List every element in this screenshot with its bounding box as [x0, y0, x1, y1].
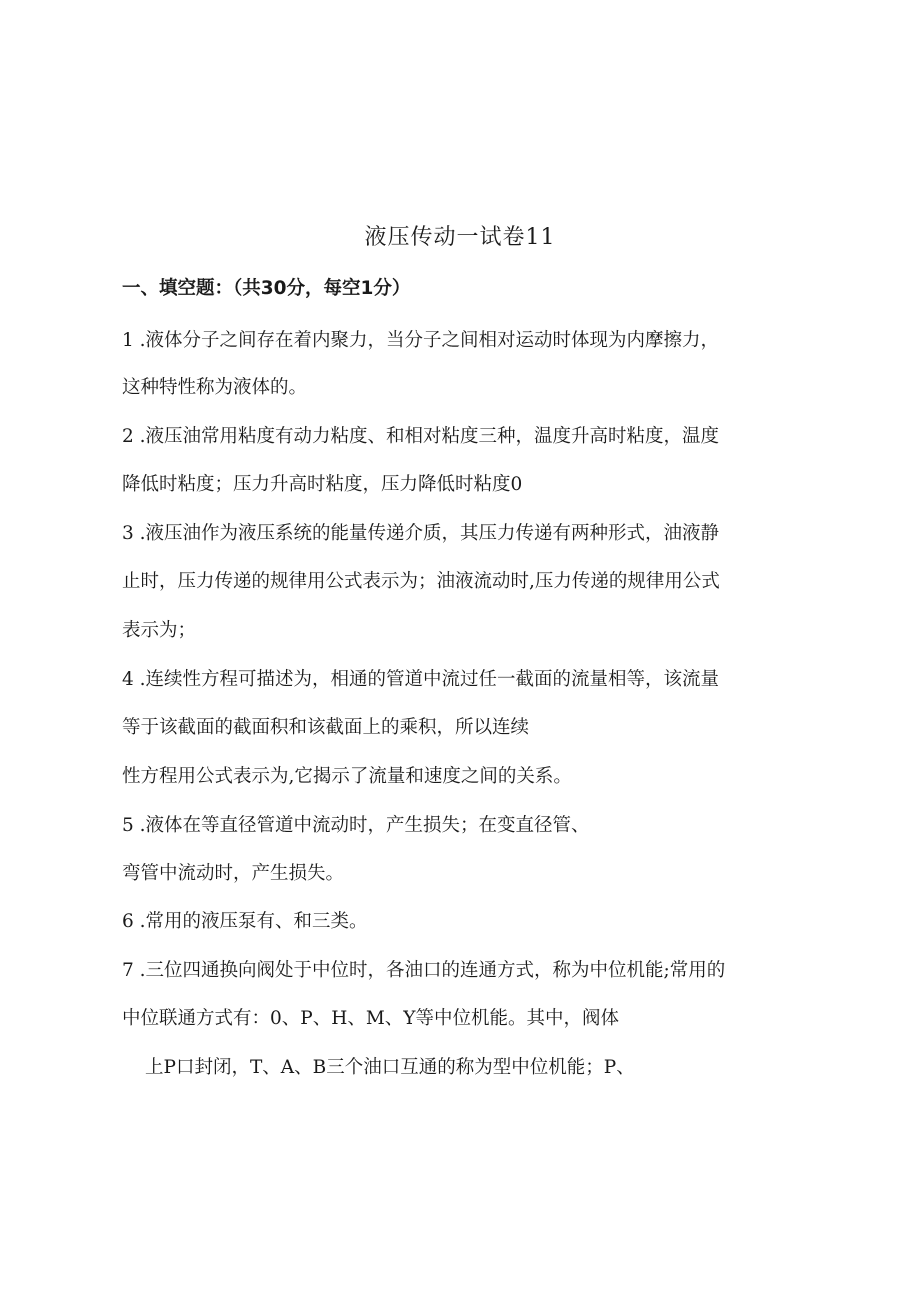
paragraph-line: 上P口封闭，T、A、B三个油口互通的称为型中位机能；P、	[145, 1057, 635, 1078]
paragraph-line: 3 .液压油作为液压系统的能量传递介质，其压力传递有两种形式，油液静	[122, 523, 720, 544]
paragraph-line: 这种特性称为液体的。	[122, 377, 308, 398]
paragraph-line: 中位联通方式有：0、P、H、M、Y等中位机能。其中，阀体	[122, 1008, 620, 1029]
paragraph-line: 1 .液体分子之间存在着内聚力，当分子之间相对运动时体现为内摩擦力，	[122, 330, 720, 351]
paragraph-line: 7 .三位四通换向阀处于中位时，各油口的连通方式，称为中位机能;常用的	[122, 960, 726, 981]
paragraph-line: 4 .连续性方程可描述为，相通的管道中流过任一截面的流量相等，该流量	[122, 669, 720, 690]
document-title: 液压传动一试卷11	[364, 225, 556, 250]
paragraph-line: 性方程用公式表示为,它揭示了流量和速度之间的关系。	[122, 766, 572, 787]
paragraph-line: 6 .常用的液压泵有、和三类。	[122, 911, 368, 932]
paragraph-line: 表示为；	[122, 620, 197, 641]
paragraph-line: 2 .液压油常用粘度有动力粘度、和相对粘度三种，温度升高时粘度，温度	[122, 426, 720, 447]
paragraph-line: 降低时粘度；压力升高时粘度，压力降低时粘度0	[122, 474, 523, 495]
paragraph-line: 止时，压力传递的规律用公式表示为；油液流动时,压力传递的规律用公式	[122, 571, 720, 592]
paragraph-line: 弯管中流动时，产生损失。	[122, 863, 345, 884]
paragraph-line: 等于该截面的截面积和该截面上的乘积，所以连续	[122, 717, 530, 738]
paragraph-line: 5 .液体在等直径管道中流动时，产生损失；在变直径管、	[122, 815, 590, 836]
section-heading: 一、填空题：（共30分，每空1分）	[122, 278, 411, 299]
